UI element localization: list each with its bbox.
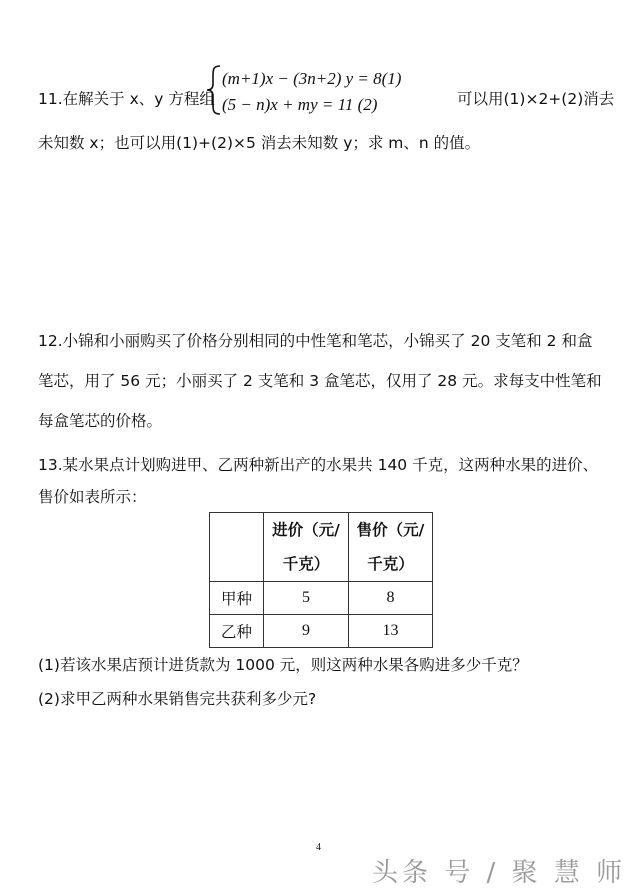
q11-line2: 未知数 x；也可以用(1)+(2)×5 消去未知数 y；求 m、n 的值。 [38, 134, 481, 152]
jia-purchase-price: 5 [264, 582, 349, 615]
row-label-yi: 乙种 [210, 615, 264, 648]
sale-price-header [349, 513, 433, 582]
table-corner-cell [210, 513, 264, 582]
row-label-jia: 甲种 [210, 582, 264, 615]
price-table [209, 512, 433, 648]
yi-sale-price: 13 [349, 615, 433, 648]
purchase-price-header-line2: 千克） [282, 555, 330, 573]
q13-line2: 售价如表所示： [38, 488, 147, 506]
equation-2: (5 − n)x + my = 11 (2) [222, 95, 378, 114]
q12-line1: 12.小锦和小丽购买了价格分别相同的中性笔和笔芯，小锦买了 20 支笔和 2 和盒 [38, 332, 593, 350]
q13-sub1: (1)若该水果店预计进货款为 1000 元，则这两种水果各购进多少千克？ [38, 656, 528, 674]
sale-price-header-line1: 售价（元/ [356, 521, 425, 539]
q11-prefix: 11.在解关于 x、y 方程组 [38, 90, 215, 108]
q13-sub2: (2)求甲乙两种水果销售完共获利多少元? [38, 690, 317, 708]
table-row [210, 615, 433, 648]
table-header-row [210, 513, 433, 582]
purchase-price-header [264, 513, 349, 582]
q12-line2: 笔芯，用了 56 元；小丽买了 2 支笔和 3 盒笔芯，仅用了 28 元。求每支中性笔和 [38, 372, 602, 390]
q12-line3: 每盒笔芯的价格。 [38, 412, 163, 430]
yi-purchase-price: 9 [264, 615, 349, 648]
table-row [210, 582, 433, 615]
jia-sale-price: 8 [349, 582, 433, 615]
watermark: 头条 号 / 聚 慧 师 [372, 858, 627, 888]
q11-suffix: 可以用(1)×2+(2)消去 [457, 90, 615, 108]
equation-1: (m+1)x − (3n+2) y = 8(1) [222, 69, 402, 88]
page-number: 4 [316, 842, 321, 853]
purchase-price-header-line1: 进价（元/ [272, 521, 340, 539]
q13-line1: 13.某水果点计划购进甲、乙两种新出产的水果共 140 千克，这两种水果的进价、 [38, 456, 599, 474]
sale-price-header-line2: 千克） [367, 555, 414, 573]
